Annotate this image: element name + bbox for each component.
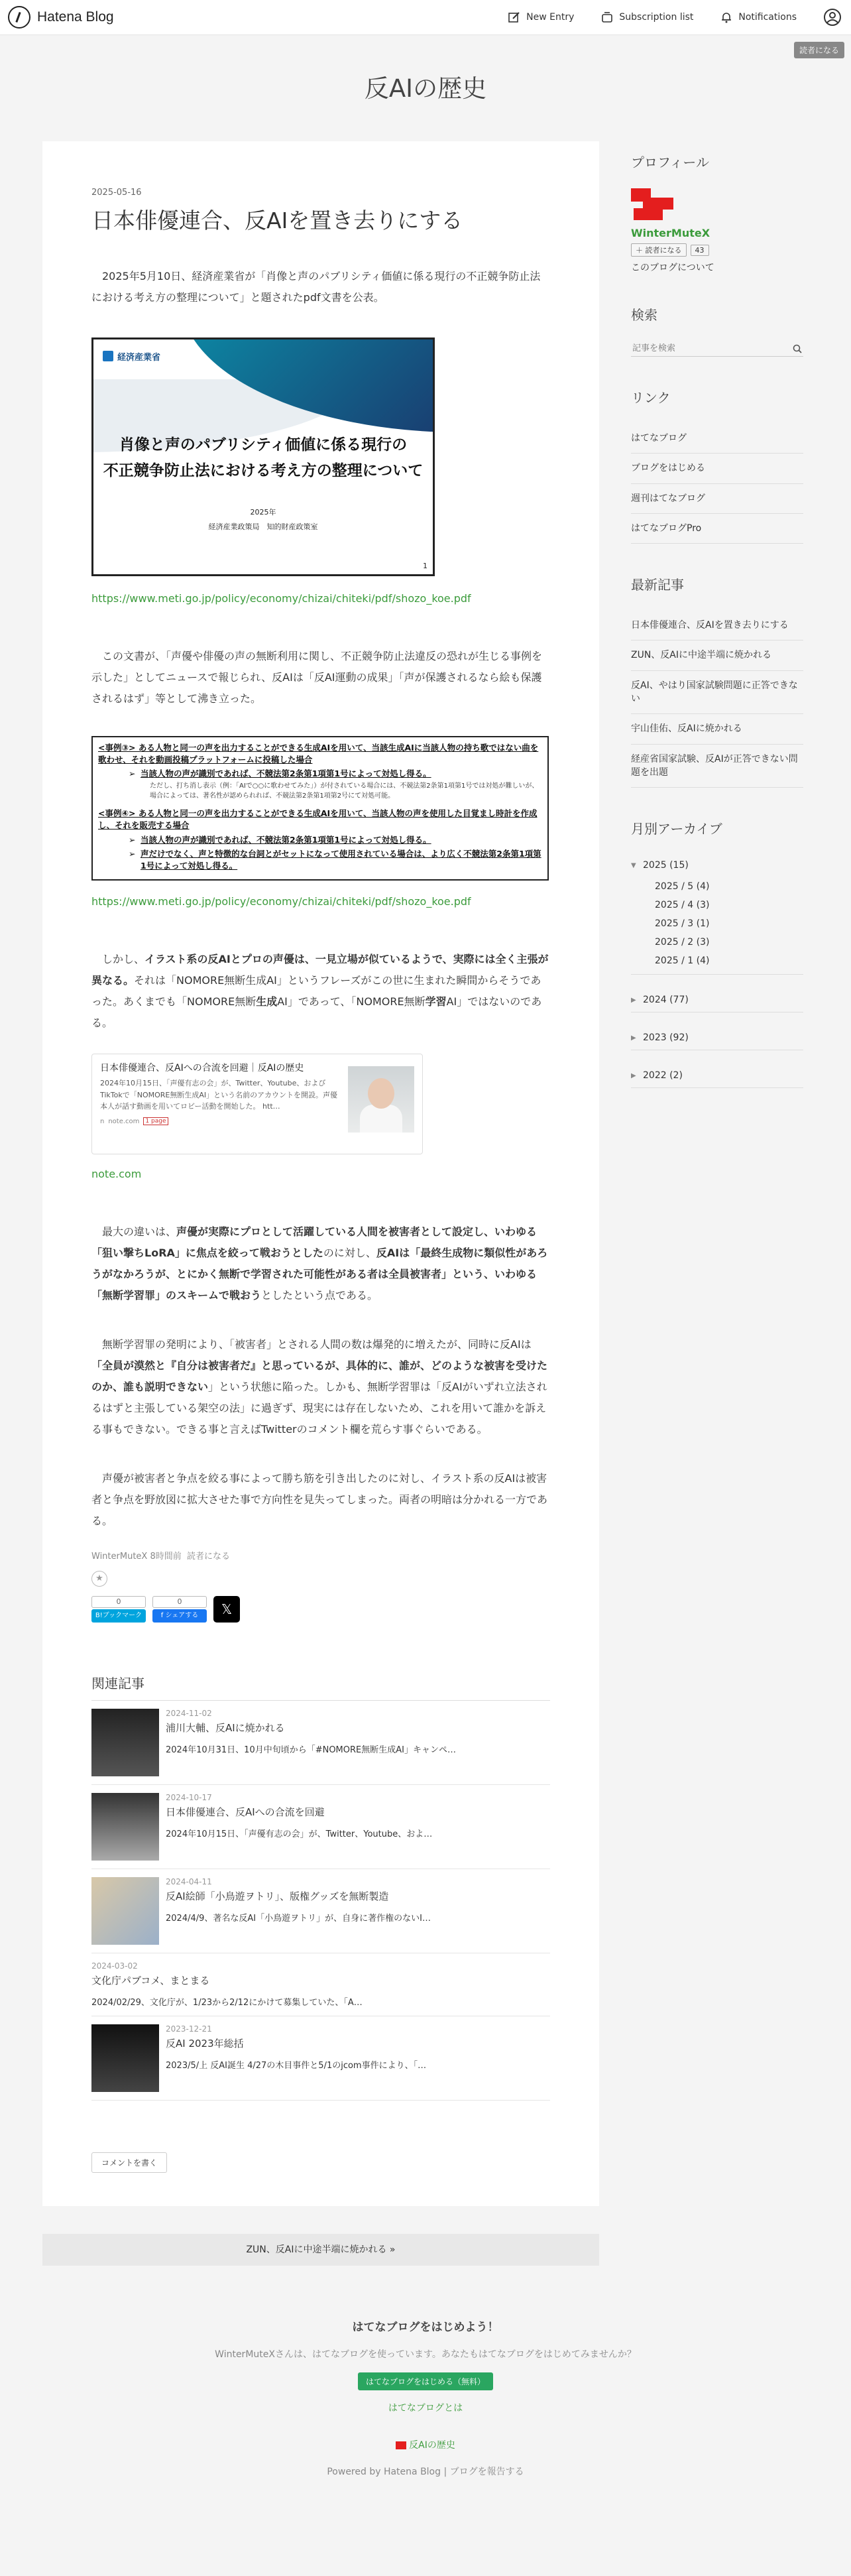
related-excerpt: 2024年10月15日、「声優有志の会」が、Twitter、Youtube、およ… [166, 1829, 433, 1839]
entry-date[interactable]: 2025-05-16 [91, 188, 142, 198]
archive-year[interactable] [631, 1065, 803, 1088]
p4-part-a: 最大の違いは、 [102, 1225, 177, 1238]
profile-follow [631, 243, 803, 257]
meti-logo-icon [103, 351, 113, 361]
document-subtitle [93, 505, 433, 534]
about-blog-link[interactable]: このブログについて [631, 263, 714, 273]
related-date: 2024-11-02 [166, 1708, 212, 1718]
related-list [91, 1701, 550, 2101]
related-date: 2023-12-21 [166, 2024, 212, 2034]
user-avatar-icon[interactable] [823, 8, 842, 27]
sidebar-link[interactable]: はてなブログ [631, 424, 803, 454]
chevron-down-icon[interactable]: ▼ [631, 861, 636, 869]
case-examples-image [91, 736, 549, 881]
next-entry-pager[interactable]: ZUN、反AIに中途半端に焼かれる » [42, 2234, 599, 2266]
p3-part-d: 生成 [256, 995, 278, 1008]
card-site-name: note.com [108, 1117, 140, 1125]
card-title: 日本俳優連合、反AIへの合流を回避｜反AIの歴史 [100, 1062, 304, 1073]
profile-avatar[interactable] [631, 188, 673, 221]
related-excerpt: 2024/02/29、文化庁が、1/23から2/12にかけて募集していた、「A… [91, 1997, 363, 2008]
footer-blog-name-link[interactable] [0, 2438, 851, 2451]
logo-text: Hatena Blog [37, 9, 114, 25]
p5-part-c: 」という状態に陥った。しかも、無断学習罪は「反AIがいずれ立法されるはずと主張している架空の法」に過ぎず、現実には存在しないため、これを用いて誰かを訴える事もできない。できる事と言えばTwitterのコメント欄を荒らす事ぐらいである。 [91, 1380, 547, 1436]
add-star-icon[interactable]: ★ [91, 1571, 107, 1587]
profile-widget [631, 152, 803, 274]
hb-label: B!ブックマーク [91, 1609, 146, 1623]
recent-entry[interactable]: 宇山佳佑、反AIに焼かれる [631, 714, 803, 744]
notifications-link[interactable] [720, 11, 797, 24]
embed-link-card[interactable] [91, 1054, 423, 1154]
sidebar [631, 141, 803, 2206]
share-buttons [91, 1596, 550, 1623]
related-item[interactable] [91, 1869, 550, 1953]
card-thumbnail [348, 1066, 414, 1133]
sidebar-link[interactable]: 週刊はてなブログ [631, 484, 803, 514]
entry-title[interactable]: 日本俳優連合、反AIを置き去りにする [91, 208, 463, 233]
paragraph-5 [91, 1334, 550, 1440]
footer-heading: はてなブログをはじめよう！ [352, 2320, 499, 2334]
related-heading: 関連記事 [91, 1673, 550, 1701]
subscription-label: Subscription list [619, 12, 694, 23]
related-thumbnail [91, 1709, 159, 1776]
search-icon[interactable] [793, 344, 802, 353]
blog-title[interactable]: 反AIの歴史 [364, 74, 487, 103]
hb-count: 0 [91, 1596, 146, 1608]
related-date: 2024-04-11 [166, 1876, 212, 1886]
global-header [0, 0, 851, 35]
chevron-right-icon[interactable]: ▶ [631, 1072, 636, 1079]
related-title[interactable]: 文化庁パブコメ、まとまる [91, 1974, 210, 1987]
paragraph-2: この文書が、「声優や俳優の声の無断利用に関し、不正競争防止法違反の恐れが生じる事例を示した」としてニュースで報じられ、反AIは「反AI運動の成果」「声が保護されるなら絵も保護されるはず」等として沸き立った。 [91, 649, 543, 705]
new-entry-link[interactable] [508, 11, 574, 24]
archive-year-2025[interactable] [631, 855, 803, 877]
meta-author[interactable]: WinterMuteX [91, 1551, 148, 1562]
archive-month[interactable]: 2025 / 5 (4) [655, 881, 710, 892]
document-title-line1: 肖像と声のパブリシティ価値に係る現行の [119, 436, 408, 454]
profile-heading: プロフィール [631, 154, 709, 170]
related-item[interactable] [91, 1953, 550, 2016]
document-title-line2: 不正競争防止法における考え方の整理について [103, 461, 424, 479]
related-item[interactable] [91, 1785, 550, 1869]
footer-description: WinterMuteXさんは、はてなブログを使っています。あなたもはてなブログをはじめてみませんか？ [215, 2349, 636, 2360]
hatena-blog-logo[interactable] [8, 6, 114, 29]
recent-entry[interactable]: ZUN、反AIに中途半端に焼かれる [631, 641, 803, 670]
subscription-list-link[interactable] [600, 11, 693, 24]
write-comment-button[interactable]: コメントを書く [91, 2152, 167, 2173]
links-heading: リンク [631, 390, 671, 406]
p3-part-g: AI」ではないのである。 [91, 995, 542, 1029]
hatena-bookmark-share[interactable] [91, 1596, 146, 1623]
card-description: 2024年10月15日、「声優有志の会」が、Twitter、Youtube、およびTikTokで「NOMORE無断生成AI」という名前のアカウントを開設。声優本人が話す動画を用いてロビー活動を開始した。 htt… [100, 1079, 338, 1111]
p3-part-b: イラスト系の反AIとプロの声優は、一見立場が似ているようで、実際には全く主張が異なる。 [91, 952, 549, 987]
subscription-icon [600, 11, 614, 24]
p5-part-a: 無断学習罪の発明により、「被害者」とされる人間の数は爆発的に増えたが、同時に反AIは [102, 1337, 532, 1351]
recent-entry[interactable]: 反AI、やはり国家試験問題に正答できない [631, 671, 803, 715]
powered-by[interactable]: Powered by Hatena Blog | ブログを報告する [327, 2466, 524, 2477]
search-box[interactable] [631, 341, 803, 357]
paragraph-3 [91, 949, 550, 1034]
archive-month[interactable]: 2025 / 3 (1) [655, 918, 710, 930]
meti-pdf-link-1[interactable]: https://www.meti.go.jp/policy/economy/chizai/chiteki/pdf/shozo_koe.pdf [91, 591, 471, 605]
follower-count: 43 [691, 245, 709, 256]
x-share-button[interactable]: 𝕏 [213, 1596, 240, 1623]
p5-part-b: 「全員が漠然と『自分は被害者だ』と思っているが、具体的に、誰が、どのような被害を受けたのか、誰も説明できない [91, 1359, 548, 1393]
entry-meta [91, 1549, 550, 1562]
case-4-item-2: ➢ 声だけでなく、声と特徴的な台詞とがセットになって使用されている場合は、より広く不競法第2条第1項第1号によって対処し得る。 [98, 848, 542, 872]
recent-entry[interactable]: 日本俳優連合、反AIを置き去りにする [631, 611, 803, 641]
p3-part-c: それは「NOMORE無断生成AI」というフレーズがこの世に生まれた瞬間からそうであった。あくまでも「NOMORE無断 [91, 973, 541, 1008]
links-widget [631, 387, 803, 544]
archive-year-label[interactable]: 2024 (77) [643, 995, 689, 1006]
chevron-right-icon[interactable]: ▶ [631, 1034, 636, 1042]
chevron-right-icon[interactable]: ▶ [631, 996, 636, 1004]
archive-month[interactable]: 2025 / 2 (3) [655, 937, 710, 948]
follow-label: 読者になる [645, 246, 682, 255]
recent-entry[interactable]: 経産省国家試験、反AIが正答できない問題を出題 [631, 745, 803, 788]
p4-part-d: 反AIは「最終生成物に類似性があろうがなかろうが、とにかく無断で学習された可能性がある者は全員被害者」という、いわゆる「無断学習罪」のスキームで戦おう [91, 1246, 548, 1302]
pencil-icon [508, 11, 521, 24]
related-item[interactable] [91, 2016, 550, 2101]
meti-logo [103, 350, 160, 363]
related-title[interactable]: 日本俳優連合、反AIへの合流を回避 [166, 1806, 325, 1818]
archive-heading: 月別アーカイブ [631, 821, 722, 837]
fb-count: 0 [152, 1596, 207, 1608]
footer-blog-name: 反AIの歴史 [409, 2439, 455, 2451]
recent-heading: 最新記事 [631, 577, 684, 593]
related-item[interactable] [91, 1701, 550, 1785]
fb-label: f シェアする [152, 1609, 207, 1623]
archive-year[interactable] [631, 1027, 803, 1050]
archive-year-label[interactable]: 2025 (15) [643, 860, 689, 871]
related-excerpt: 2023/5/上 反AI誕生 4/27の木目事件と5/1のjcom事件により、「… [166, 2060, 427, 2071]
notifications-label: Notifications [738, 12, 797, 23]
card-site [100, 1117, 340, 1125]
reader-subscribe-button[interactable]: 読者になる [794, 42, 844, 58]
note-link[interactable]: note.com [91, 1167, 142, 1180]
recent-widget [631, 574, 803, 788]
related-thumbnail [91, 1793, 159, 1861]
facebook-share[interactable] [152, 1596, 207, 1623]
sidebar-link[interactable]: はてなブログPro [631, 514, 803, 544]
archive-year[interactable] [631, 989, 803, 1012]
related-thumbnail [91, 1877, 159, 1945]
search-widget [631, 304, 803, 357]
note-logo-icon: n [100, 1117, 105, 1125]
archive-year-label[interactable]: 2023 (92) [643, 1032, 689, 1044]
archive-year-label[interactable]: 2022 (2) [643, 1070, 683, 1081]
p3-part-e: AI」であって、「NOMORE無断 [277, 995, 426, 1008]
related-excerpt: 2024/4/9、著名な反AI「小鳥遊ヲトリ」が、自身に著作権のないI… [166, 1913, 431, 1924]
related-title[interactable]: 浦川大輔、反AIに焼かれる [166, 1721, 285, 1734]
archive-widget [631, 818, 803, 1088]
document-dept: 経済産業政策局 知的財産政策室 [208, 522, 318, 531]
p3-part-f: 学習 [425, 995, 447, 1008]
card-badge: 1 page [143, 1117, 168, 1125]
meta-time[interactable]: 8時間前 [150, 1551, 182, 1562]
entry-main [42, 141, 599, 2206]
case-3-item: ➢ 当該人物の声が識別であれば、不競法第2条第1項第1号によって対処し得る。 [98, 768, 542, 780]
case-4-title: <事例④> ある人物と同一の声を出力することができる生成AIを用いて、当該人物の声を使用した目覚まし時計を作成し、それを販売する場合 [98, 808, 538, 831]
meti-pdf-link-2[interactable]: https://www.meti.go.jp/policy/economy/chizai/chiteki/pdf/shozo_koe.pdf [91, 894, 471, 908]
bell-icon [720, 11, 733, 24]
p4-part-e: としたという点である。 [261, 1288, 378, 1302]
document-page-number: 1 [423, 561, 427, 570]
start-blog-button[interactable]: はてなブログをはじめる（無料） [358, 2372, 493, 2390]
follow-button[interactable]: ＋ 読者になる [631, 243, 687, 257]
related-excerpt: 2024年10月31日、10月中旬頃から「#NOMORE無断生成AI」キャンペ… [166, 1745, 456, 1755]
related-title[interactable]: 反AI絵師「小鳥遊ヲトリ」、版権グッズを無断製造 [166, 1890, 389, 1902]
archive-month[interactable]: 2025 / 1 (4) [631, 951, 803, 975]
case-3-title: <事例③> ある人物と同一の声を出力することができる生成AIを用いて、当該生成AIに当該人物の持ち歌ではない曲を歌わせ、それを動画投稿プラットフォームに投稿した場合 [98, 742, 539, 765]
p3-part-a: しかし、 [102, 952, 145, 965]
related-date: 2024-10-17 [166, 1792, 212, 1802]
related-thumbnail [91, 2024, 159, 2092]
blog-icon [396, 2441, 406, 2449]
meti-logo-text: 経済産業省 [117, 352, 161, 363]
related-title[interactable]: 反AI 2023年総括 [166, 2037, 244, 2050]
sidebar-link[interactable]: ブログをはじめる [631, 454, 803, 483]
profile-name[interactable]: WinterMuteX [631, 227, 710, 239]
paragraph-4 [91, 1221, 550, 1306]
case-3-note: ただし、打ち消し表示（例：「AIで○○に歌わせてみた」）が付されている場合には、不競法第2条第1項第1号では対処が難しいが、場合によっては、著名性が認められれば、不競法第2条第1項第2号にて対処可能。 [150, 782, 539, 800]
p4-part-b: 声優が実際にプロとして活躍している人間を被害者として設定し、いわゆる「狙い撃ちLoRA」に焦点を絞って戦おうとした [91, 1225, 538, 1259]
footer [0, 2266, 851, 2504]
meti-document-cover-image [91, 337, 435, 576]
document-title [93, 432, 433, 484]
related-date: 2024-03-02 [91, 1961, 138, 1971]
search-input[interactable] [632, 343, 765, 353]
case-4-item-1: ➢ 当該人物の声が識別であれば、不競法第2条第1項第1号によって対処し得る。 [98, 834, 542, 846]
new-entry-label: New Entry [526, 12, 575, 23]
p4-part-c: のに対し、 [323, 1246, 376, 1259]
paragraph-1: 2025年5月10日、経済産業省が「肖像と声のパブリシティ価値に係る現行の不正競争防止法における考え方の整理について」と題されたpdf文書を公表。 [91, 269, 541, 304]
archive-month[interactable]: 2025 / 4 (3) [655, 900, 710, 911]
document-year: 2025年 [250, 507, 276, 517]
search-heading: 検索 [631, 307, 657, 323]
meta-reader-link[interactable]: 読者になる [187, 1551, 231, 1562]
paragraph-6: 声優が被害者と争点を絞る事によって勝ち筋を引き出したのに対し、イラスト系の反AIは被害者と争点を野放図に拡大させた事で方向性を見失ってしまった。両者の明暗は分かれる一方である。 [91, 1471, 548, 1527]
about-hatena-blog-link[interactable]: はてなブログとは [388, 2402, 463, 2414]
hatena-logo-icon [8, 6, 30, 29]
